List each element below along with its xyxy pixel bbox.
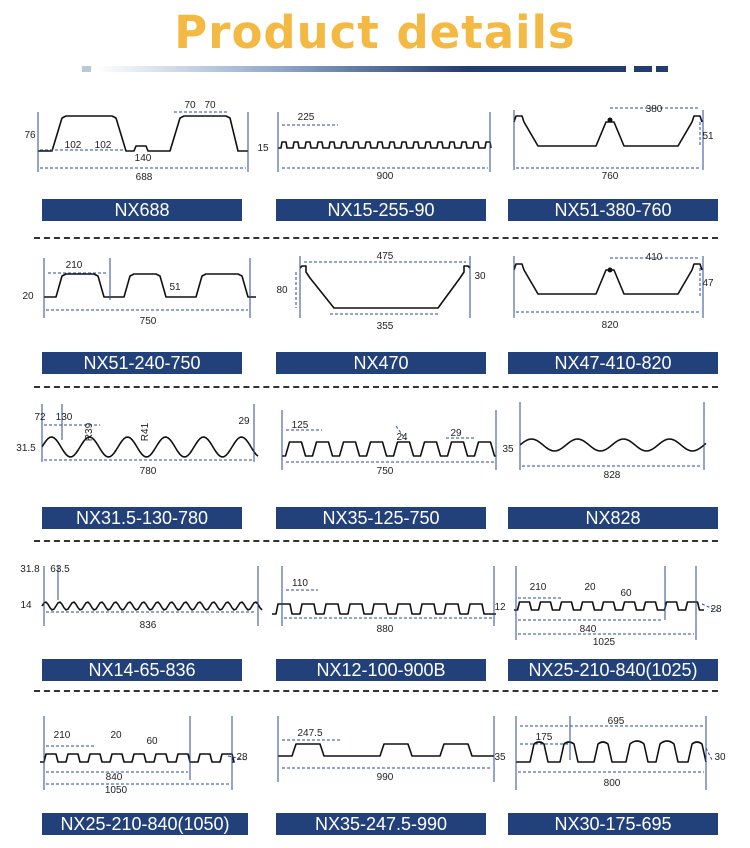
dimension-label: 31.8 (20, 564, 40, 575)
dimension-label: 225 (297, 112, 315, 123)
dimension-label: 836 (139, 620, 157, 631)
dimension-label: 990 (376, 772, 394, 783)
profile-drawing (257, 112, 491, 182)
dimension-label: 760 (601, 171, 619, 182)
dimension-label: 125 (291, 420, 309, 431)
dimension-label: 380 (645, 104, 663, 115)
profile-drawing (22, 258, 256, 327)
dimension-label: 102 (94, 140, 112, 151)
dimension-label: 20 (22, 291, 34, 302)
profile-drawing (20, 564, 262, 631)
dimension-label: 410 (645, 252, 663, 263)
panel-label: NX828 (508, 507, 718, 529)
dimension-label: 130 (55, 412, 73, 423)
dimension-label: 28 (710, 604, 722, 615)
panel-label: NX25-210-840(1025) (508, 659, 718, 681)
dimension-label: R39 (84, 422, 95, 442)
profile-outline (516, 741, 706, 762)
dimension-label: 175 (535, 732, 553, 743)
profile-outline (278, 744, 494, 756)
dimension-label: 210 (53, 730, 71, 741)
dimension-label: 72 (34, 412, 46, 423)
dimension-label: 31.5 (16, 443, 36, 454)
dimension-label: 750 (139, 316, 157, 327)
dimension-label: 70 (184, 100, 196, 111)
profile-drawing (40, 716, 248, 796)
dimension-label: 828 (603, 470, 621, 481)
dimension-label: 28 (236, 752, 248, 763)
dimension-label: 110 (292, 578, 308, 589)
panel-label: NX35-247.5-990 (276, 813, 486, 835)
profile-drawing (278, 716, 506, 783)
dimension-label: 210 (529, 582, 547, 593)
page-title: Product details (174, 6, 576, 59)
profile-drawing (276, 251, 486, 332)
dimension-label: 475 (376, 251, 394, 262)
dimension-label: 29 (450, 428, 462, 439)
dimension-label: 60 (620, 588, 632, 599)
profile-outline (40, 754, 234, 762)
profile-drawing (514, 104, 714, 182)
profile-drawing (272, 566, 506, 635)
dimension-label: 76 (24, 130, 36, 141)
dimension-label: 695 (607, 716, 625, 727)
dimension-label: 900 (376, 171, 394, 182)
dimension-label: 60 (146, 736, 158, 747)
dimension-label: 51 (702, 131, 714, 142)
dimension-label: 30 (714, 752, 726, 763)
panel-label: NX12-100-900B (276, 659, 486, 681)
dimension-label: 51 (169, 282, 181, 293)
panel-label: NX31.5-130-780 (42, 507, 242, 529)
dimension-label: 840 (579, 624, 597, 635)
dimension-label: 12 (494, 602, 506, 613)
dimension-label: 1050 (104, 785, 128, 796)
profile-drawing (514, 252, 714, 331)
dimension-label: 35 (502, 444, 514, 455)
profile-drawing (516, 716, 726, 790)
dimension-label: 20 (110, 730, 122, 741)
dimension-label: 20 (584, 582, 596, 593)
panel-label: NX30-175-695 (508, 813, 718, 835)
dimension-label: 750 (376, 466, 394, 477)
panel-label: NX51-380-760 (508, 199, 718, 221)
profile-drawing (24, 100, 248, 183)
dimension-label: 880 (376, 624, 394, 635)
dimension-label: 840 (105, 772, 123, 783)
dimension-label: 14 (20, 600, 32, 611)
dimension-label: 29 (238, 416, 250, 427)
dimension-label: 1025 (592, 637, 616, 648)
panel-label: NX51-240-750 (42, 352, 242, 374)
fastener-icon (608, 268, 613, 273)
profile-drawing (16, 404, 258, 477)
panel-label: NX25-210-840(1050) (42, 813, 248, 835)
profile-outline (514, 602, 704, 610)
fastener-icon (608, 118, 613, 123)
panel-label: NX14-65-836 (42, 659, 242, 681)
dimension-label: 24 (396, 432, 408, 443)
dimension-label: 80 (276, 285, 288, 296)
profile-outline (282, 442, 496, 456)
dimension-label: 70 (204, 100, 216, 111)
dimension-label: 820 (601, 320, 619, 331)
panel-label: NX47-410-820 (508, 352, 718, 374)
dimension-label: R41 (140, 422, 151, 442)
panel-label: NX470 (276, 352, 486, 374)
dimension-label: 47 (702, 278, 714, 289)
dimension-label: 63.5 (50, 564, 70, 575)
dimension-label: 800 (603, 778, 621, 789)
dimension-label: 247.5 (297, 728, 323, 739)
dimension-label: 688 (135, 172, 153, 183)
profile-drawing (282, 410, 514, 477)
profile-drawing (520, 402, 706, 481)
profile-outline (300, 266, 470, 308)
panel-label: NX688 (42, 199, 242, 221)
dimension-line (706, 748, 712, 760)
panel-label: NX15-255-90 (276, 199, 486, 221)
panel-label: NX35-125-750 (276, 507, 486, 529)
dimension-label: 35 (494, 752, 506, 763)
dimension-label: 780 (139, 466, 157, 477)
profile-outline (44, 274, 256, 297)
dimension-label: 102 (64, 140, 82, 151)
dimension-label: 210 (65, 260, 83, 271)
dimension-label: 355 (376, 321, 394, 332)
dimension-label: 140 (134, 153, 152, 164)
dimension-label: 30 (474, 271, 486, 282)
profile-drawing (514, 566, 722, 648)
dimension-label: 15 (257, 143, 269, 154)
profile-outline (278, 142, 491, 148)
profile-outline (272, 604, 496, 614)
profile-outline (42, 602, 262, 610)
profile-outline (520, 439, 706, 451)
